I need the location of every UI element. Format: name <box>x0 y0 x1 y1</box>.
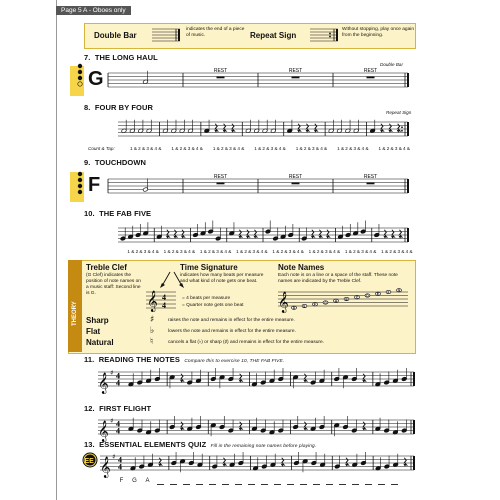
quarter-rest <box>399 230 401 239</box>
quarter-rest <box>389 124 391 133</box>
exercise-13-header: 13. ESSENTIAL ELEMENTS QUIZ Fill in the remaining note names before playing. <box>84 440 317 449</box>
count-text: 1 & 2 & 3 & 4 & <box>163 249 196 254</box>
time-signature-top: 4 <box>116 419 120 429</box>
treble-clef-icon: 𝄞 <box>98 421 109 442</box>
time-signature-top: 4 <box>118 455 122 465</box>
quarter-rest <box>384 230 386 239</box>
count-text: 1 & 2 & 3 & 4 & <box>171 146 203 151</box>
theory-label: THEORY <box>72 301 78 326</box>
count-text: 1 & 2 & 3 & 4 & <box>254 146 286 151</box>
quarter-rest <box>240 374 242 383</box>
count-text: 1 & 2 & 3 & 4 & <box>344 249 377 254</box>
quarter-rest <box>224 124 226 133</box>
exercise-8-header: 8. FOUR BY FOUR <box>84 103 153 112</box>
rest-label: REST <box>288 68 303 75</box>
staff-exercise-12 <box>98 416 418 442</box>
rest-label: REST <box>363 174 378 181</box>
time-signature-bottom: 4 <box>116 426 120 436</box>
quiz-answer: F <box>119 478 124 484</box>
repeat-sign-symbol <box>310 27 340 43</box>
note-name-label: A <box>334 299 338 304</box>
time-signature-title: Time Signature <box>180 263 238 272</box>
quarter-text: = Quarter note gets one beat <box>182 303 244 308</box>
staff-exercise-11 <box>98 368 418 394</box>
double-bar-symbol <box>152 27 182 43</box>
quarter-rest <box>346 458 348 467</box>
quarter-rest <box>298 124 300 133</box>
repeat-sign-title: Repeat Sign <box>250 31 297 40</box>
natural-icon: ♮ <box>150 337 154 347</box>
staff-exercise-10 <box>118 224 418 244</box>
count-text: 1 & 2 & 3 & 4 & <box>272 249 304 254</box>
whole-rest <box>292 77 300 79</box>
quiz-answer-blank <box>261 478 268 485</box>
fingering-chart-icon <box>76 62 84 90</box>
quarter-rest <box>312 230 314 239</box>
count-text: 1 & 2 & 3 & 4 & <box>236 249 268 254</box>
sharp-icon: ♯ <box>150 315 155 325</box>
quiz-answer: A <box>145 478 150 484</box>
quarter-rest <box>404 458 406 467</box>
quiz-answer-blank <box>391 478 398 485</box>
quarter-rest <box>398 124 400 133</box>
quarter-rest <box>319 230 321 239</box>
quarter-rest <box>181 374 183 383</box>
natural-title: Natural <box>86 338 114 347</box>
count-text: 1 & 2 & 3 & 4 & <box>308 249 341 254</box>
double-bar-title: Double Bar <box>94 31 137 40</box>
quarter-rest <box>232 124 234 133</box>
time-signature-bottom: 4 <box>116 378 120 388</box>
rest-label: REST <box>363 68 378 75</box>
double-bar-desc: indicates the end of a piece of music. <box>186 27 245 38</box>
count-text: 1 & 2 & 3 & 4 & <box>378 146 410 151</box>
quarter-rest <box>159 458 161 467</box>
quarter-rest <box>306 124 308 133</box>
quiz-answer-blank <box>300 478 307 485</box>
quiz-answer-blank <box>183 478 190 485</box>
quarter-rest <box>392 230 394 239</box>
whole-rest <box>367 77 375 79</box>
time-signature-desc: indicates how many beats per measure and what kind of note gets one beat. <box>180 273 264 284</box>
svg-text:4: 4 <box>162 293 166 302</box>
quiz-answer-blank <box>352 478 359 485</box>
note-name-label: G <box>324 300 327 305</box>
whole-rest <box>292 183 300 185</box>
note-names-title: Note Names <box>278 263 325 272</box>
note-letter-f: F <box>88 174 101 196</box>
quiz-answer-blank <box>274 478 281 485</box>
quarter-rest <box>215 124 217 133</box>
quarter-rest <box>239 230 241 239</box>
count-text: 1 & 2 & 3 & 4 & <box>337 146 369 151</box>
count-text: 1 & 2 & 3 & 4 & <box>199 249 232 254</box>
quarter-rest <box>167 230 169 239</box>
quarter-rest <box>304 422 306 431</box>
svg-text:𝄞: 𝄞 <box>147 291 158 312</box>
treble-clef-icon: 𝄞 <box>278 292 289 313</box>
clef-time-signature-icon <box>146 288 176 310</box>
repeat-dot <box>401 130 403 132</box>
quiz-answer-blank <box>235 478 242 485</box>
treble-clef-title: Treble Clef <box>86 263 127 272</box>
quarter-rest <box>181 422 183 431</box>
quiz-answer-blank <box>326 478 333 485</box>
note-name-label: D <box>366 293 369 298</box>
count-text: 1 & 2 & 3 & 4 & <box>212 146 245 151</box>
quarter-rest <box>240 422 242 431</box>
exercise-12-header: 12. FIRST FLIGHT <box>84 404 152 413</box>
quarter-rest <box>254 230 256 239</box>
count-tap-label: Count & Tap: <box>88 146 115 151</box>
whole-rest <box>217 183 225 185</box>
quarter-rest <box>327 230 329 239</box>
whole-rest <box>367 183 375 185</box>
natural-desc: cancels a flat (♭) or sharp (♯) and remains in effect for the entire measure. <box>168 340 325 345</box>
quarter-rest <box>182 230 184 239</box>
key-sharp-icon: ♯ <box>110 417 114 425</box>
note-name-label: F <box>314 302 316 307</box>
exercise-9-header: 9. TOUCHDOWN <box>84 158 147 167</box>
note-name-label: E <box>376 292 380 297</box>
svg-text:4: 4 <box>162 301 166 310</box>
page-margin-rule <box>56 0 57 500</box>
quiz-answer-blank <box>209 478 216 485</box>
quarter-rest <box>174 230 176 239</box>
repeat-sign-desc: Without stopping, play once again from the beginning. <box>342 27 415 38</box>
quiz-answer-blank <box>196 478 203 485</box>
exercise-10-header: 10. THE FAB FIVE <box>84 209 152 218</box>
time-signature-top: 4 <box>116 371 120 381</box>
beats-text: = 4 beats per measure <box>182 296 231 301</box>
quiz-answer-blank <box>313 478 320 485</box>
count-text: 1 & 2 & 3 & 4 & <box>295 146 328 151</box>
staff-exercise-7 <box>108 70 418 90</box>
note-name-label: B <box>345 297 348 302</box>
flat-icon: ♭ <box>150 326 155 336</box>
fingering-chart-icon <box>76 170 84 198</box>
quiz-answer-blank <box>287 478 294 485</box>
sharp-desc: raises the note and remains in effect for the entire measure. <box>168 318 295 323</box>
count-text: 1 & 2 & 3 & 4 & <box>127 249 159 254</box>
svg-text:EE: EE <box>84 458 94 465</box>
note-name-label: E <box>303 304 306 309</box>
essential-elements-logo <box>82 452 98 468</box>
quiz-answer-blank <box>248 478 255 485</box>
arrow-icon <box>158 271 172 289</box>
note-name-label: D <box>292 306 296 311</box>
quarter-rest <box>304 374 306 383</box>
note-name-label: G <box>397 288 401 293</box>
note-name-label: F <box>387 290 390 295</box>
staff-exercise-8 <box>118 118 418 138</box>
key-sharp-icon: ♯ <box>110 369 114 377</box>
counts-exercise-8 <box>125 146 415 151</box>
quarter-rest <box>363 422 365 431</box>
rest-label: REST <box>288 174 303 181</box>
quiz-answer-blank <box>157 478 164 485</box>
flat-title: Flat <box>86 327 101 336</box>
key-sharp-icon: ♯ <box>112 453 116 461</box>
quiz-answer-blank <box>365 478 372 485</box>
note-names-staff <box>278 290 412 314</box>
repeat-dot <box>401 126 403 128</box>
quiz-answer-blank <box>222 478 229 485</box>
quiz-answer-row <box>118 478 418 485</box>
rest-label: REST <box>213 68 228 75</box>
staff-exercise-9 <box>108 176 418 196</box>
sharp-title: Sharp <box>86 316 109 325</box>
quiz-answer: G <box>132 478 137 484</box>
staff-exercise-13 <box>100 452 418 478</box>
double-bar-annotation: Double Bar <box>380 62 403 67</box>
quiz-answer-blank <box>170 478 177 485</box>
quiz-answer-blank <box>339 478 346 485</box>
quarter-rest <box>381 124 383 133</box>
page-tab: Page 5 A - Oboes only <box>56 6 131 15</box>
treble-clef-icon: 𝄞 <box>100 457 111 478</box>
quarter-rest <box>315 124 317 133</box>
note-letter-g: G <box>88 68 104 90</box>
whole-rest <box>217 77 225 79</box>
quarter-rest <box>247 230 249 239</box>
flat-desc: lowers the note and remains in effect for the entire measure. <box>168 329 296 334</box>
treble-clef-icon: 𝄞 <box>98 373 109 394</box>
quarter-rest <box>282 458 284 467</box>
quarter-rest <box>363 374 365 383</box>
count-text: 1 & 2 & 3 & 4 & <box>381 249 413 254</box>
note-names-desc: Each note is on a line or a space of the staff. These note names are indicated by the Treble Clef. <box>278 273 398 284</box>
time-signature-bottom: 4 <box>118 462 122 472</box>
exercise-11-header: 11. READING THE NOTES Compare this to exercise 10, THE FAB FIVE. <box>84 355 285 364</box>
counts-exercise-10 <box>125 249 415 254</box>
rest-label: REST <box>213 174 228 181</box>
exercise-7-header: 7. THE LONG HAUL <box>84 53 158 62</box>
count-text: 1 & 2 & 3 & 4 & <box>130 146 162 151</box>
quarter-rest <box>223 458 225 467</box>
treble-clef-desc: (G Clef) indicates the position of note names on a music staff: Second line is G. <box>86 273 141 296</box>
note-name-label: C <box>355 295 359 300</box>
repeat-sign-annotation: Repeat Sign <box>386 110 412 115</box>
quiz-answer-blank <box>378 478 385 485</box>
